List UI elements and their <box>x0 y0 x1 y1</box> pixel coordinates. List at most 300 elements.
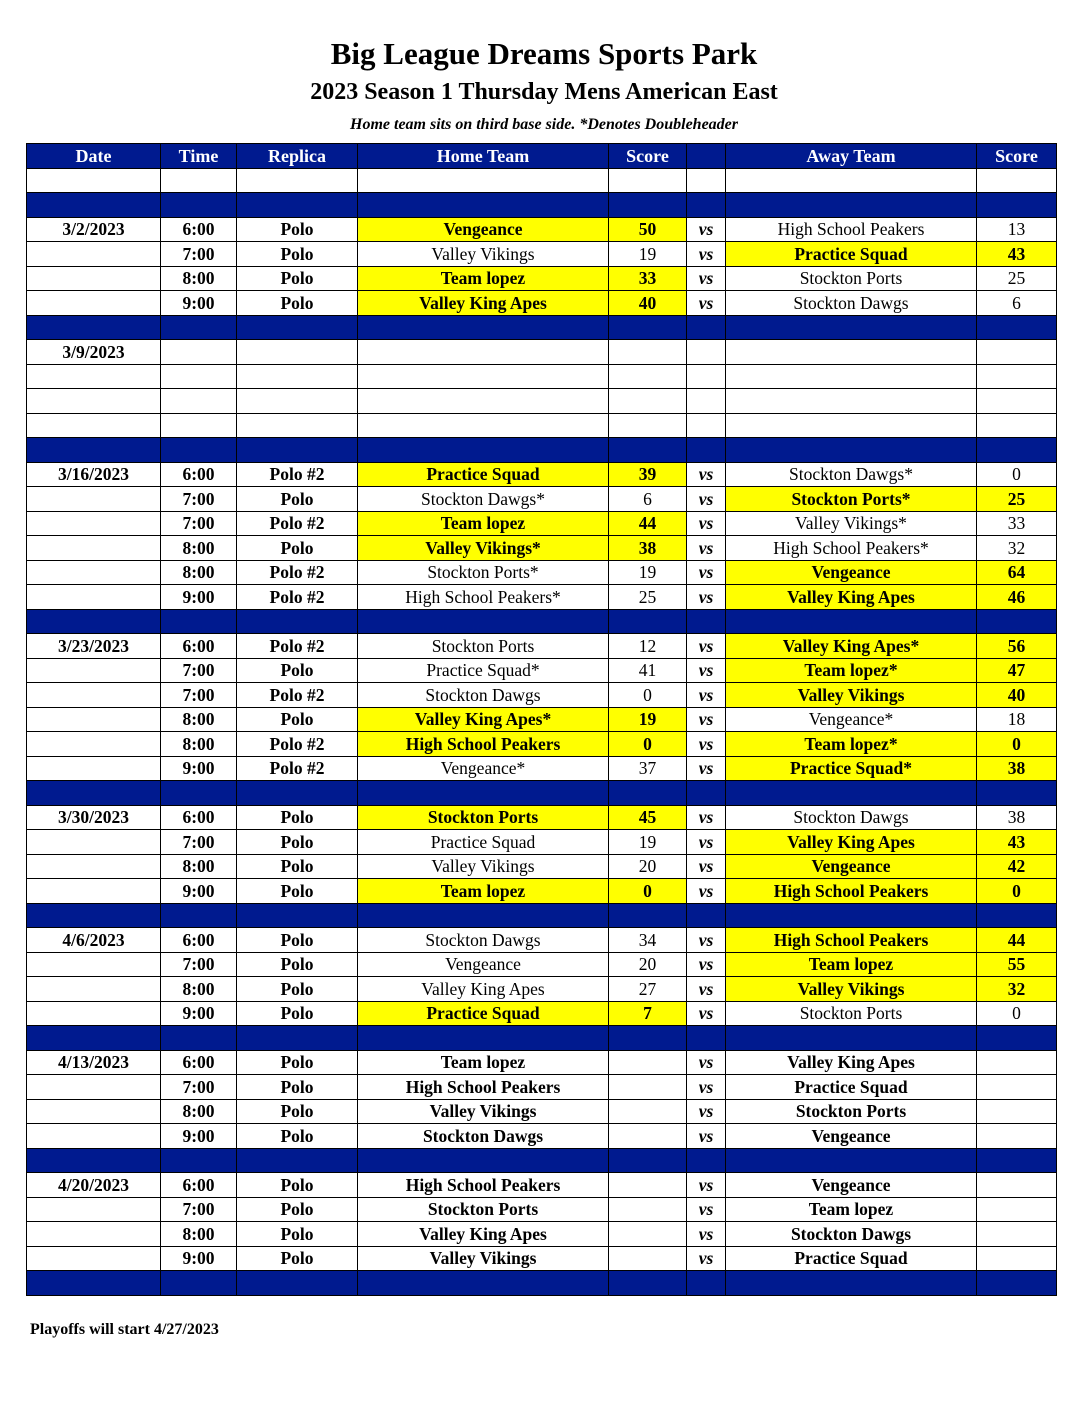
home-team-cell <box>358 168 609 193</box>
home-score-cell: 12 <box>609 634 687 659</box>
home-team-cell <box>358 340 609 365</box>
separator-cell <box>687 1148 726 1173</box>
replica-cell: Polo <box>237 1173 358 1198</box>
away-team-cell: Vengeance <box>726 854 977 879</box>
away-score-cell <box>977 1197 1057 1222</box>
separator-cell <box>237 438 358 463</box>
home-team-cell: Valley Vikings <box>358 1099 609 1124</box>
vs-cell <box>687 413 726 438</box>
date-cell <box>27 658 161 683</box>
separator-cell <box>726 609 977 634</box>
game-row <box>27 1246 1057 1271</box>
replica-cell: Polo <box>237 928 358 953</box>
date-cell <box>27 536 161 561</box>
separator-cell <box>609 609 687 634</box>
away-score-cell: 0 <box>977 1001 1057 1026</box>
home-team-cell: Valley King Apes <box>358 291 609 316</box>
away-team-cell: Stockton Ports* <box>726 487 977 512</box>
date-cell: 4/6/2023 <box>27 928 161 953</box>
replica-cell: Polo <box>237 805 358 830</box>
separator-cell <box>237 609 358 634</box>
replica-cell: Polo <box>237 217 358 242</box>
home-score-cell: 41 <box>609 658 687 683</box>
separator-cell <box>687 438 726 463</box>
separator-row <box>27 609 1057 634</box>
home-team-cell: Valley Vikings <box>358 242 609 267</box>
home-score-cell: 38 <box>609 536 687 561</box>
vs-cell: vs <box>687 585 726 610</box>
game-row <box>27 1124 1057 1149</box>
home-team-cell: Vengeance <box>358 217 609 242</box>
away-team-cell: Stockton Dawgs <box>726 291 977 316</box>
vs-cell: vs <box>687 830 726 855</box>
home-team-cell: Valley King Apes* <box>358 707 609 732</box>
home-score-cell: 44 <box>609 511 687 536</box>
replica-cell: Polo <box>237 1050 358 1075</box>
time-cell: 8:00 <box>161 266 237 291</box>
vs-cell: vs <box>687 928 726 953</box>
away-score-cell <box>977 389 1057 414</box>
vs-cell: vs <box>687 805 726 830</box>
separator-cell <box>609 315 687 340</box>
separator-cell <box>687 1271 726 1296</box>
home-team-cell: Practice Squad <box>358 1001 609 1026</box>
vs-cell: vs <box>687 854 726 879</box>
replica-cell: Polo <box>237 266 358 291</box>
home-score-cell: 19 <box>609 242 687 267</box>
date-cell <box>27 879 161 904</box>
separator-cell <box>237 1026 358 1051</box>
separator-cell <box>358 1271 609 1296</box>
separator-cell <box>726 903 977 928</box>
col-header-away-team: Away Team <box>726 144 977 169</box>
separator-cell <box>358 903 609 928</box>
away-score-cell: 6 <box>977 291 1057 316</box>
separator-cell <box>609 193 687 218</box>
away-score-cell: 0 <box>977 879 1057 904</box>
time-cell: 6:00 <box>161 462 237 487</box>
replica-cell: Polo <box>237 1222 358 1247</box>
game-row <box>27 977 1057 1002</box>
vs-cell: vs <box>687 707 726 732</box>
replica-cell <box>237 389 358 414</box>
col-header-vs <box>687 144 726 169</box>
away-score-cell <box>977 1173 1057 1198</box>
away-score-cell: 0 <box>977 732 1057 757</box>
separator-row <box>27 781 1057 806</box>
away-team-cell: Stockton Ports <box>726 1001 977 1026</box>
game-row <box>27 217 1057 242</box>
away-score-cell <box>977 1124 1057 1149</box>
away-score-cell <box>977 1222 1057 1247</box>
blank-row <box>27 413 1057 438</box>
home-team-cell: Valley King Apes <box>358 1222 609 1247</box>
game-row <box>27 487 1057 512</box>
schedule-table <box>26 143 1057 1296</box>
separator-cell <box>687 315 726 340</box>
home-team-cell: Practice Squad* <box>358 658 609 683</box>
vs-cell: vs <box>687 1099 726 1124</box>
away-team-cell: Team lopez* <box>726 732 977 757</box>
time-cell: 7:00 <box>161 683 237 708</box>
date-cell: 3/30/2023 <box>27 805 161 830</box>
separator-cell <box>358 315 609 340</box>
replica-cell: Polo <box>237 1246 358 1271</box>
replica-cell: Polo <box>237 536 358 561</box>
date-cell <box>27 1001 161 1026</box>
away-team-cell: Vengeance <box>726 1173 977 1198</box>
game-row <box>27 879 1057 904</box>
time-cell: 9:00 <box>161 879 237 904</box>
time-cell: 8:00 <box>161 732 237 757</box>
playoffs-note: Playoffs will start 4/27/2023 <box>30 1321 219 1338</box>
separator-row <box>27 1271 1057 1296</box>
col-header-date: Date <box>27 144 161 169</box>
game-row <box>27 291 1057 316</box>
date-cell <box>27 242 161 267</box>
away-team-cell <box>726 168 977 193</box>
blank-row <box>27 364 1057 389</box>
replica-cell <box>237 340 358 365</box>
home-team-cell: Stockton Ports <box>358 1197 609 1222</box>
time-cell: 9:00 <box>161 756 237 781</box>
vs-cell: vs <box>687 1050 726 1075</box>
separator-cell <box>609 1148 687 1173</box>
away-team-cell: High School Peakers <box>726 217 977 242</box>
away-team-cell <box>726 389 977 414</box>
home-score-cell: 0 <box>609 732 687 757</box>
separator-cell <box>726 1271 977 1296</box>
date-cell: 3/23/2023 <box>27 634 161 659</box>
away-score-cell: 25 <box>977 487 1057 512</box>
home-team-cell: Team lopez <box>358 266 609 291</box>
home-score-cell: 0 <box>609 879 687 904</box>
home-team-cell <box>358 413 609 438</box>
time-cell <box>161 340 237 365</box>
date-cell <box>27 560 161 585</box>
game-row <box>27 1099 1057 1124</box>
separator-row <box>27 193 1057 218</box>
separator-cell <box>609 438 687 463</box>
away-score-cell: 0 <box>977 462 1057 487</box>
separator-cell <box>27 1271 161 1296</box>
time-cell: 9:00 <box>161 1124 237 1149</box>
separator-cell <box>977 1026 1057 1051</box>
separator-cell <box>237 1271 358 1296</box>
separator-cell <box>687 1026 726 1051</box>
vs-cell: vs <box>687 536 726 561</box>
away-score-cell: 47 <box>977 658 1057 683</box>
game-row <box>27 732 1057 757</box>
vs-cell: vs <box>687 266 726 291</box>
time-cell: 8:00 <box>161 536 237 561</box>
replica-cell: Polo #2 <box>237 511 358 536</box>
replica-cell <box>237 413 358 438</box>
date-cell: 3/2/2023 <box>27 217 161 242</box>
date-cell <box>27 266 161 291</box>
vs-cell: vs <box>687 291 726 316</box>
away-team-cell: Valley Vikings <box>726 683 977 708</box>
home-team-cell: Valley King Apes <box>358 977 609 1002</box>
home-score-cell: 0 <box>609 683 687 708</box>
separator-row <box>27 903 1057 928</box>
date-cell <box>27 487 161 512</box>
game-row <box>27 266 1057 291</box>
away-team-cell: Team lopez <box>726 1197 977 1222</box>
vs-cell: vs <box>687 658 726 683</box>
separator-cell <box>609 903 687 928</box>
away-team-cell: Practice Squad* <box>726 756 977 781</box>
vs-cell: vs <box>687 511 726 536</box>
replica-cell: Polo <box>237 977 358 1002</box>
away-team-cell: High School Peakers <box>726 928 977 953</box>
separator-cell <box>726 1148 977 1173</box>
separator-cell <box>237 781 358 806</box>
vs-cell <box>687 168 726 193</box>
separator-cell <box>161 193 237 218</box>
home-team-cell: Team lopez <box>358 1050 609 1075</box>
separator-cell <box>237 193 358 218</box>
date-cell <box>27 732 161 757</box>
away-score-cell: 38 <box>977 756 1057 781</box>
time-cell: 7:00 <box>161 487 237 512</box>
replica-cell: Polo <box>237 952 358 977</box>
home-score-cell <box>609 168 687 193</box>
game-row <box>27 658 1057 683</box>
away-team-cell: Valley King Apes <box>726 830 977 855</box>
game-row <box>27 1173 1057 1198</box>
separator-cell <box>27 315 161 340</box>
away-score-cell <box>977 1099 1057 1124</box>
separator-cell <box>161 1148 237 1173</box>
away-score-cell: 46 <box>977 585 1057 610</box>
away-team-cell: Valley King Apes <box>726 585 977 610</box>
vs-cell: vs <box>687 462 726 487</box>
home-team-cell <box>358 364 609 389</box>
separator-cell <box>161 438 237 463</box>
time-cell: 8:00 <box>161 707 237 732</box>
replica-cell: Polo <box>237 242 358 267</box>
away-score-cell <box>977 364 1057 389</box>
away-score-cell <box>977 1050 1057 1075</box>
home-score-cell: 45 <box>609 805 687 830</box>
home-team-cell: Practice Squad <box>358 462 609 487</box>
separator-cell <box>609 781 687 806</box>
replica-cell: Polo <box>237 707 358 732</box>
game-row <box>27 536 1057 561</box>
col-header-home-score: Score <box>609 144 687 169</box>
separator-cell <box>27 193 161 218</box>
separator-cell <box>358 609 609 634</box>
home-team-cell <box>358 389 609 414</box>
home-team-cell: Team lopez <box>358 511 609 536</box>
home-team-cell: Stockton Dawgs <box>358 683 609 708</box>
vs-cell: vs <box>687 756 726 781</box>
home-score-cell <box>609 1222 687 1247</box>
home-score-cell: 25 <box>609 585 687 610</box>
home-score-cell: 19 <box>609 707 687 732</box>
replica-cell: Polo #2 <box>237 560 358 585</box>
separator-cell <box>27 1026 161 1051</box>
replica-cell <box>237 364 358 389</box>
home-team-cell: Team lopez <box>358 879 609 904</box>
replica-cell: Polo #2 <box>237 756 358 781</box>
date-cell <box>27 389 161 414</box>
away-team-cell: Stockton Dawgs <box>726 1222 977 1247</box>
home-score-cell: 6 <box>609 487 687 512</box>
away-team-cell: Vengeance* <box>726 707 977 732</box>
separator-cell <box>977 438 1057 463</box>
separator-cell <box>726 781 977 806</box>
schedule-body <box>27 168 1057 1295</box>
blank-row <box>27 389 1057 414</box>
col-header-time: Time <box>161 144 237 169</box>
vs-cell <box>687 364 726 389</box>
separator-cell <box>977 1271 1057 1296</box>
vs-cell <box>687 389 726 414</box>
vs-cell: vs <box>687 634 726 659</box>
away-score-cell: 38 <box>977 805 1057 830</box>
separator-cell <box>358 193 609 218</box>
separator-cell <box>977 903 1057 928</box>
replica-cell: Polo <box>237 879 358 904</box>
away-score-cell: 25 <box>977 266 1057 291</box>
game-row <box>27 830 1057 855</box>
away-team-cell: Vengeance <box>726 560 977 585</box>
away-score-cell <box>977 1246 1057 1271</box>
home-team-cell: Stockton Dawgs <box>358 928 609 953</box>
date-cell <box>27 168 161 193</box>
date-cell <box>27 1222 161 1247</box>
separator-cell <box>161 781 237 806</box>
home-score-cell <box>609 1124 687 1149</box>
replica-cell: Polo <box>237 487 358 512</box>
time-cell: 7:00 <box>161 1197 237 1222</box>
separator-row <box>27 1026 1057 1051</box>
home-team-cell: Valley Vikings <box>358 1246 609 1271</box>
home-team-cell: Stockton Ports <box>358 634 609 659</box>
separator-cell <box>27 1148 161 1173</box>
home-team-cell: Vengeance <box>358 952 609 977</box>
game-row <box>27 1197 1057 1222</box>
separator-cell <box>358 1148 609 1173</box>
home-score-cell <box>609 389 687 414</box>
date-cell <box>27 1099 161 1124</box>
page-subtitle: 2023 Season 1 Thursday Mens American East <box>310 79 778 105</box>
game-row <box>27 560 1057 585</box>
date-cell <box>27 707 161 732</box>
away-score-cell: 18 <box>977 707 1057 732</box>
separator-row <box>27 438 1057 463</box>
time-cell: 8:00 <box>161 560 237 585</box>
away-team-cell: Stockton Dawgs* <box>726 462 977 487</box>
header-row <box>27 144 1057 169</box>
home-team-cell: High School Peakers <box>358 1173 609 1198</box>
home-team-cell: High School Peakers <box>358 732 609 757</box>
away-score-cell <box>977 1075 1057 1100</box>
separator-cell <box>161 315 237 340</box>
home-score-cell: 39 <box>609 462 687 487</box>
replica-cell: Polo <box>237 1099 358 1124</box>
vs-cell: vs <box>687 487 726 512</box>
away-score-cell: 56 <box>977 634 1057 659</box>
date-cell <box>27 511 161 536</box>
home-score-cell: 37 <box>609 756 687 781</box>
away-team-cell: Stockton Dawgs <box>726 805 977 830</box>
replica-cell: Polo <box>237 1124 358 1149</box>
time-cell: 6:00 <box>161 217 237 242</box>
time-cell: 9:00 <box>161 1246 237 1271</box>
date-cell <box>27 364 161 389</box>
time-cell <box>161 168 237 193</box>
vs-cell: vs <box>687 1222 726 1247</box>
game-row <box>27 511 1057 536</box>
vs-cell: vs <box>687 1075 726 1100</box>
home-team-cell: Stockton Dawgs <box>358 1124 609 1149</box>
time-cell: 7:00 <box>161 1075 237 1100</box>
game-row <box>27 1050 1057 1075</box>
separator-cell <box>609 1271 687 1296</box>
game-row <box>27 1075 1057 1100</box>
away-score-cell: 64 <box>977 560 1057 585</box>
separator-cell <box>687 903 726 928</box>
time-cell: 9:00 <box>161 585 237 610</box>
separator-cell <box>237 1148 358 1173</box>
date-cell <box>27 952 161 977</box>
vs-cell: vs <box>687 560 726 585</box>
home-score-cell: 19 <box>609 560 687 585</box>
vs-cell: vs <box>687 1197 726 1222</box>
game-row <box>27 1222 1057 1247</box>
separator-cell <box>687 609 726 634</box>
date-cell <box>27 585 161 610</box>
separator-cell <box>27 903 161 928</box>
separator-cell <box>358 438 609 463</box>
away-team-cell: Practice Squad <box>726 1075 977 1100</box>
separator-cell <box>977 1148 1057 1173</box>
time-cell: 8:00 <box>161 1099 237 1124</box>
separator-cell <box>977 193 1057 218</box>
away-score-cell: 55 <box>977 952 1057 977</box>
separator-cell <box>726 193 977 218</box>
time-cell: 6:00 <box>161 928 237 953</box>
separator-cell <box>726 1026 977 1051</box>
game-row <box>27 805 1057 830</box>
replica-cell: Polo <box>237 830 358 855</box>
separator-cell <box>237 315 358 340</box>
date-cell: 4/20/2023 <box>27 1173 161 1198</box>
separator-cell <box>358 1026 609 1051</box>
away-team-cell <box>726 413 977 438</box>
time-cell: 9:00 <box>161 1001 237 1026</box>
away-score-cell: 40 <box>977 683 1057 708</box>
time-cell: 9:00 <box>161 291 237 316</box>
blank-row <box>27 340 1057 365</box>
vs-cell: vs <box>687 242 726 267</box>
away-team-cell: Stockton Ports <box>726 266 977 291</box>
away-team-cell: Practice Squad <box>726 1246 977 1271</box>
vs-cell: vs <box>687 732 726 757</box>
home-score-cell <box>609 413 687 438</box>
away-team-cell: Valley Vikings <box>726 977 977 1002</box>
separator-cell <box>609 1026 687 1051</box>
page-title: Big League Dreams Sports Park <box>330 36 758 71</box>
home-score-cell <box>609 1173 687 1198</box>
away-team-cell <box>726 364 977 389</box>
game-row <box>27 854 1057 879</box>
date-cell: 3/9/2023 <box>27 340 161 365</box>
separator-cell <box>27 781 161 806</box>
